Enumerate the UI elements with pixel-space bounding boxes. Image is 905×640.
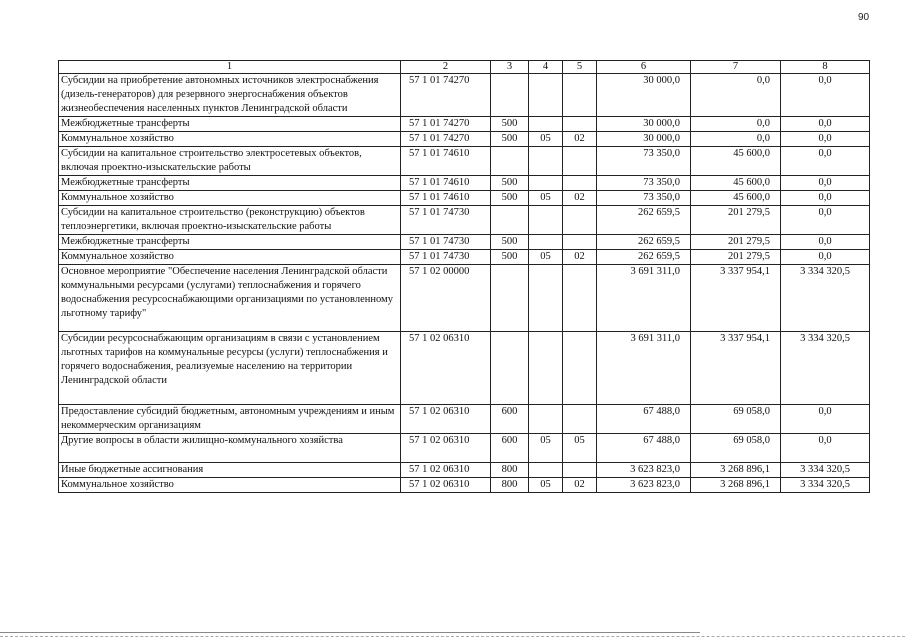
row-v7: 3 268 896,1 [691, 463, 781, 478]
row-v6: 3 691 311,0 [597, 265, 691, 332]
table-row [59, 235, 870, 250]
row-v7: 69 058,0 [691, 405, 781, 434]
row-c3: 500 [491, 235, 529, 250]
row-v7: 201 279,5 [691, 206, 781, 235]
header-cell: 7 [691, 61, 781, 74]
row-v7: 45 600,0 [691, 147, 781, 176]
row-c5 [563, 265, 597, 332]
row-c3: 600 [491, 405, 529, 434]
row-code: 57 1 01 74730 [401, 235, 491, 250]
scan-edge-line [0, 632, 700, 633]
row-c5 [563, 332, 597, 405]
header-cell: 4 [529, 61, 563, 74]
row-v6: 73 350,0 [597, 176, 691, 191]
row-c5 [563, 463, 597, 478]
row-c5 [563, 117, 597, 132]
row-c3 [491, 332, 529, 405]
row-v8: 3 334 320,5 [781, 332, 870, 405]
row-c5: 02 [563, 132, 597, 147]
row-v6: 73 350,0 [597, 147, 691, 176]
row-v7: 0,0 [691, 74, 781, 117]
row-v7: 3 268 896,1 [691, 478, 781, 493]
row-code: 57 1 02 06310 [401, 434, 491, 463]
row-name: Субсидии на капитальное строительство (реконструкцию) объектов теплоэнергетики, включая проектно-изыскательские работы [59, 206, 401, 235]
row-v6: 262 659,5 [597, 250, 691, 265]
row-v8: 3 334 320,5 [781, 463, 870, 478]
header-cell: 1 [59, 61, 401, 74]
row-c4: 05 [529, 132, 563, 147]
row-v6: 73 350,0 [597, 191, 691, 206]
table-row [59, 176, 870, 191]
row-c4 [529, 147, 563, 176]
row-code: 57 1 01 74730 [401, 250, 491, 265]
row-c3 [491, 147, 529, 176]
row-c5 [563, 405, 597, 434]
header-cell: 8 [781, 61, 870, 74]
row-v8: 0,0 [781, 434, 870, 463]
row-name: Субсидии на приобретение автономных источников электроснабжения (дизель-генераторов) для резервного энергоснабжения объектов жизнеобеспечения населенных пунктов Ленинградской области [59, 74, 401, 117]
row-code: 57 1 02 00000 [401, 265, 491, 332]
row-c4 [529, 235, 563, 250]
row-code: 57 1 02 06310 [401, 463, 491, 478]
table-row [59, 265, 870, 332]
row-v7: 201 279,5 [691, 250, 781, 265]
row-c4 [529, 206, 563, 235]
row-c4 [529, 74, 563, 117]
row-v8: 0,0 [781, 147, 870, 176]
row-code: 57 1 01 74270 [401, 132, 491, 147]
row-name: Коммунальное хозяйство [59, 191, 401, 206]
row-c4 [529, 117, 563, 132]
row-c4 [529, 463, 563, 478]
row-code: 57 1 01 74610 [401, 147, 491, 176]
row-name: Основное мероприятие "Обеспечение населения Ленинградской области коммунальными ресурсами (услугами) теплоснабжения и горячего водоснабжения ресурсоснабжающими организациями по установленному льготному тарифу" [59, 265, 401, 332]
row-name: Предоставление субсидий бюджетным, автономным учреждениям и иным некоммерческим организациям [59, 405, 401, 434]
row-name: Коммунальное хозяйство [59, 478, 401, 493]
row-code: 57 1 01 74610 [401, 191, 491, 206]
budget-table [58, 60, 870, 493]
row-v8: 0,0 [781, 132, 870, 147]
table-row [59, 117, 870, 132]
row-v8: 0,0 [781, 191, 870, 206]
row-v7: 0,0 [691, 117, 781, 132]
row-code: 57 1 01 74270 [401, 74, 491, 117]
page-number: 90 [858, 12, 870, 23]
row-name: Межбюджетные трансферты [59, 235, 401, 250]
row-name: Коммунальное хозяйство [59, 250, 401, 265]
row-c4 [529, 405, 563, 434]
row-name: Межбюджетные трансферты [59, 176, 401, 191]
row-v8: 0,0 [781, 74, 870, 117]
row-c3: 500 [491, 191, 529, 206]
row-c3: 500 [491, 132, 529, 147]
row-v8: 0,0 [781, 405, 870, 434]
row-c4 [529, 265, 563, 332]
row-v8: 0,0 [781, 176, 870, 191]
row-code: 57 1 01 74270 [401, 117, 491, 132]
row-name: Иные бюджетные ассигнования [59, 463, 401, 478]
row-v6: 3 691 311,0 [597, 332, 691, 405]
header-cell: 3 [491, 61, 529, 74]
row-v6: 30 000,0 [597, 74, 691, 117]
row-c3: 500 [491, 117, 529, 132]
row-c5 [563, 147, 597, 176]
row-name: Субсидии на капитальное строительство электросетевых объектов, включая проектно-изыскательские работы [59, 147, 401, 176]
row-code: 57 1 02 06310 [401, 478, 491, 493]
row-name: Другие вопросы в области жилищно-коммунального хозяйства [59, 434, 401, 463]
row-c5 [563, 206, 597, 235]
row-v7: 201 279,5 [691, 235, 781, 250]
row-v8: 0,0 [781, 117, 870, 132]
table-row [59, 132, 870, 147]
header-cell: 6 [597, 61, 691, 74]
row-v8: 0,0 [781, 250, 870, 265]
row-v7: 69 058,0 [691, 434, 781, 463]
row-c5 [563, 235, 597, 250]
row-c4 [529, 176, 563, 191]
table-row [59, 405, 870, 434]
row-c3 [491, 265, 529, 332]
table-row [59, 206, 870, 235]
table-row [59, 147, 870, 176]
row-v6: 262 659,5 [597, 235, 691, 250]
row-c4: 05 [529, 191, 563, 206]
row-c5 [563, 176, 597, 191]
row-v6: 67 488,0 [597, 405, 691, 434]
row-c4 [529, 332, 563, 405]
row-v6: 30 000,0 [597, 117, 691, 132]
table-row [59, 74, 870, 117]
row-v6: 67 488,0 [597, 434, 691, 463]
row-c3: 500 [491, 176, 529, 191]
table-row [59, 250, 870, 265]
header-cell: 2 [401, 61, 491, 74]
row-v8: 0,0 [781, 206, 870, 235]
table-row [59, 191, 870, 206]
row-v6: 3 623 823,0 [597, 463, 691, 478]
row-c4: 05 [529, 434, 563, 463]
row-name: Межбюджетные трансферты [59, 117, 401, 132]
row-code: 57 1 01 74730 [401, 206, 491, 235]
row-c3 [491, 74, 529, 117]
row-c3: 600 [491, 434, 529, 463]
row-name: Субсидии ресурсоснабжающим организациям в связи с установлением льготных тарифов на коммунальные ресурсы (услуги) теплоснабжения и горячего водоснабжения, реализуемые населению на территории Ленинградской области [59, 332, 401, 405]
row-v7: 45 600,0 [691, 176, 781, 191]
header-row [59, 61, 870, 74]
row-c3 [491, 206, 529, 235]
row-v7: 3 337 954,1 [691, 265, 781, 332]
row-v6: 262 659,5 [597, 206, 691, 235]
row-c5: 02 [563, 478, 597, 493]
row-c3: 800 [491, 463, 529, 478]
row-v6: 30 000,0 [597, 132, 691, 147]
row-v8: 0,0 [781, 235, 870, 250]
header-cell: 5 [563, 61, 597, 74]
row-c5 [563, 74, 597, 117]
table-row [59, 478, 870, 493]
row-c5: 02 [563, 250, 597, 265]
row-c3: 500 [491, 250, 529, 265]
table-row [59, 463, 870, 478]
row-c4: 05 [529, 478, 563, 493]
row-v8: 3 334 320,5 [781, 265, 870, 332]
row-code: 57 1 02 06310 [401, 332, 491, 405]
row-v7: 0,0 [691, 132, 781, 147]
row-c4: 05 [529, 250, 563, 265]
row-v8: 3 334 320,5 [781, 478, 870, 493]
row-c3: 800 [491, 478, 529, 493]
row-code: 57 1 02 06310 [401, 405, 491, 434]
scan-edge-dash [0, 636, 905, 637]
row-c5: 05 [563, 434, 597, 463]
row-v7: 3 337 954,1 [691, 332, 781, 405]
row-v6: 3 623 823,0 [597, 478, 691, 493]
table-row [59, 332, 870, 405]
table-row [59, 434, 870, 463]
row-v7: 45 600,0 [691, 191, 781, 206]
row-name: Коммунальное хозяйство [59, 132, 401, 147]
row-code: 57 1 01 74610 [401, 176, 491, 191]
row-c5: 02 [563, 191, 597, 206]
